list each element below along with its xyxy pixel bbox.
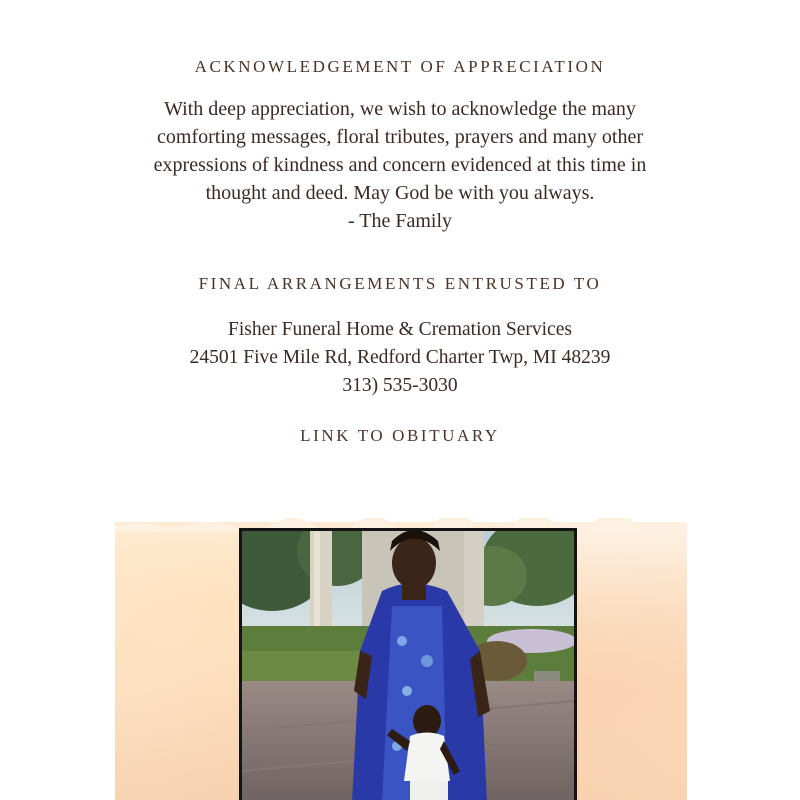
- message-line: expressions of kindness and concern evidenced at this time in: [153, 154, 647, 176]
- memorial-photo: [239, 528, 577, 800]
- acknowledgement-message: [0, 95, 800, 235]
- obituary-link[interactable]: LINK TO OBITUARY: [300, 426, 500, 445]
- funeral-home-name: Fisher Funeral Home & Cremation Services: [228, 319, 572, 340]
- message-line: With deep appreciation, we wish to acknowledge the many: [164, 98, 636, 120]
- arrangements-heading: FINAL ARRANGEMENTS ENTRUSTED TO: [198, 274, 602, 293]
- photo-illustration: [242, 531, 574, 800]
- acknowledgement-heading: ACKNOWLEDGEMENT OF APPRECIATION: [194, 57, 606, 76]
- funeral-home-details: [0, 316, 800, 400]
- message-line: comforting messages, floral tributes, prayers and many other: [157, 126, 643, 148]
- funeral-home-phone: 313) 535-3030: [342, 375, 458, 396]
- funeral-home-address: 24501 Five Mile Rd, Redford Charter Twp, MI 48239: [189, 347, 611, 368]
- message-signature: - The Family: [347, 210, 453, 232]
- message-line: thought and deed. May God be with you always.: [205, 182, 595, 204]
